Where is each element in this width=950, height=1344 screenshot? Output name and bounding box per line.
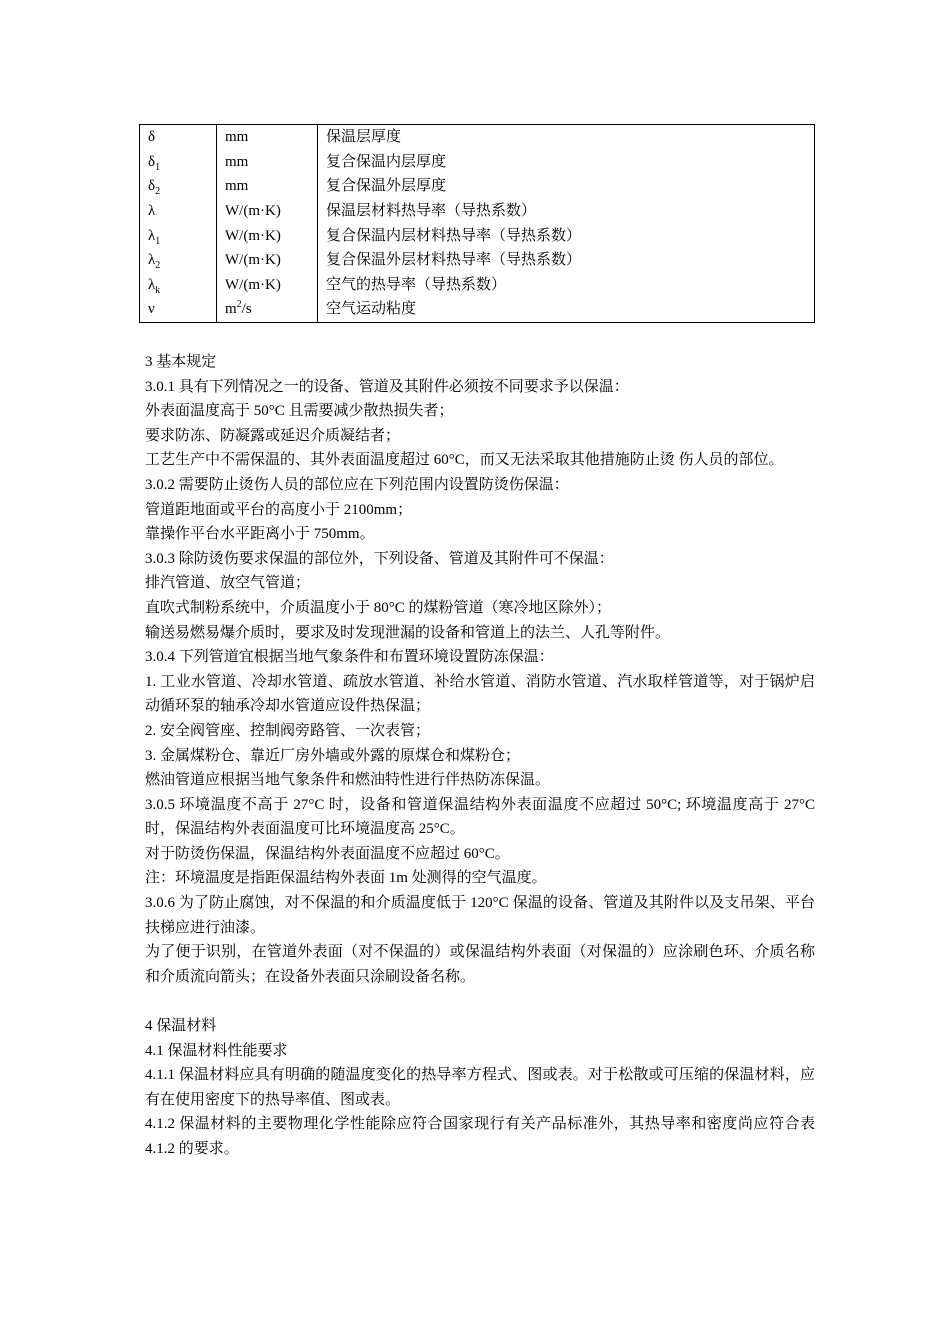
list-item: 要求防冻、防凝露或延迟介质凝结者； [145, 427, 401, 444]
meaning-cell: 复合保温外层厚度 [326, 178, 447, 195]
list-item: 靠操作平台水平距离小于 750mm。 [145, 526, 375, 543]
meaning-cell: 空气的热导率（导热系数） [326, 276, 507, 293]
clause-paragraph: 3.0.6 为了防止腐蚀，对不保温的和介质温度低于 120°C 保温的设备、管道及其附件以及支吊架、平台扶梯应进行油漆。 [145, 895, 815, 936]
table-row [140, 273, 815, 298]
unit-cell: mm [217, 174, 318, 199]
clause-paragraph: 3.0.1 具有下列情况之一的设备、管道及其附件必须按不同要求予以保温： [145, 378, 629, 395]
list-item: 输送易燃易爆介质时，要求及时发现泄漏的设备和管道上的法兰、人孔等附件。 [145, 624, 671, 641]
table-row [140, 297, 815, 322]
table-row [140, 223, 815, 248]
meaning-cell: 复合保温内层材料热导率（导热系数） [326, 227, 582, 244]
clause-paragraph: 4.1.2 保温材料的主要物理化学性能除应符合国家现行有关产品标准外，其热导率和密度尚应符合表 4.1.2 的要求。 [145, 1116, 815, 1157]
meaning-cell: 复合保温内层厚度 [326, 153, 447, 170]
table-row [140, 125, 815, 150]
section-heading: 4 保温材料 [145, 1018, 217, 1035]
symbol-cell: $\lambda_k$ [140, 273, 217, 298]
unit-cell: W/(m·K) [217, 199, 318, 224]
meaning-cell: 复合保温外层材料热导率（导热系数） [326, 252, 582, 269]
table-row [140, 174, 815, 199]
clause-paragraph: 3.0.5 环境温度不高于 27°C 时，设备和管道保温结构外表面温度不应超过 50°C; 环境温度高于 27°C 时，保温结构外表面温度可比环境温度高 25°C。 [145, 796, 815, 838]
clause-paragraph: 3.0.3 除防烫伤要求保温的部位外，下列设备、管道及其附件可不保温： [145, 550, 614, 567]
list-item: 排汽管道、放空气管道； [145, 575, 311, 592]
list-item: 1. 工业水管道、冷却水管道、疏放水管道、补给水管道、消防水管道、汽水取样管道等，对于锅炉启动循环泵的轴承冷却水管道应设件热保温； [145, 673, 815, 715]
list-item: 外表面温度高于 50°C 且需要减少散热损失者； [145, 403, 454, 420]
table-row [140, 199, 815, 224]
symbol-cell: λ [140, 199, 217, 224]
table-row [140, 150, 815, 175]
clause-paragraph: 对于防烫伤保温，保温结构外表面温度不应超过 60°C。 [145, 845, 510, 862]
clause-paragraph: 4.1.1 保温材料应具有明确的随温度变化的热导率方程式、图或表。对于松散或可压缩的保温材料，应有在使用密度下的热导率值、图或表。 [145, 1067, 815, 1108]
subsection-heading: 4.1 保温材料性能要求 [145, 1042, 288, 1059]
clause-paragraph: 3.0.2 需要防止烫伤人员的部位应在下列范围内设置防烫伤保温： [145, 476, 569, 493]
list-item: 工艺生产中不需保温的、其外表面温度超过 60°C，而又无法采取其他措施防止烫 伤人员的部位。 [145, 452, 784, 469]
unit-cell: $m^2/s$ [217, 297, 318, 322]
unit-cell: mm [217, 150, 318, 175]
symbol-cell: ν [140, 297, 217, 322]
list-item: 直吹式制粉系统中，介质温度小于 80°C 的煤粉管道（寒冷地区除外）； [145, 599, 612, 616]
symbol-cell: $\delta_2$ [140, 174, 217, 199]
meaning-cell: 保温层材料热导率（导热系数） [326, 203, 537, 220]
clause-paragraph: 为了便于识别，在管道外表面（对不保温的）或保温结构外表面（对保温的）应涂刷色环、介质名称和介质流向箭头；在设备外表面只涂刷设备名称。 [145, 944, 815, 985]
clause-paragraph: 3.0.4 下列管道宜根据当地气象条件和布置环境设置防冻保温： [145, 649, 554, 666]
symbol-cell: $\lambda_2$ [140, 248, 217, 273]
unit-cell: W/(m·K) [217, 223, 318, 248]
table-row [140, 248, 815, 273]
body-text [145, 350, 815, 1162]
symbol-cell: δ [140, 125, 217, 150]
section-heading: 3 基本规定 [145, 354, 217, 370]
symbol-cell: $\lambda_1$ [140, 223, 217, 248]
note-paragraph: 注：环境温度是指距保温结构外表面 1m 处测得的空气温度。 [145, 870, 547, 887]
unit-cell: mm [217, 125, 318, 150]
list-item: 3. 金属煤粉仓、靠近厂房外墙或外露的原煤仓和煤粉仓； [145, 747, 521, 764]
list-item: 燃油管道应根据当地气象条件和燃油特性进行伴热防冻保温。 [145, 772, 551, 789]
list-item: 管道距地面或平台的高度小于 2100mm； [145, 501, 413, 518]
unit-cell: W/(m·K) [217, 273, 318, 298]
meaning-cell: 保温层厚度 [326, 129, 402, 146]
meaning-cell: 空气运动粘度 [326, 301, 417, 318]
list-item: 2. 安全阀管座、控制阀旁路管、一次表管； [145, 722, 431, 739]
symbol-table [139, 124, 815, 323]
symbol-cell: $\delta_1$ [140, 150, 217, 175]
unit-cell: W/(m·K) [217, 248, 318, 273]
